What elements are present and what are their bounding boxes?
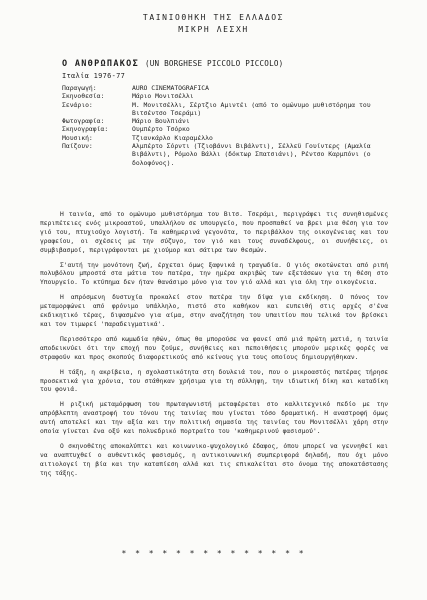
footer-stars: * * * * * * * * * * * * * * <box>121 549 306 558</box>
credits-list <box>62 84 392 167</box>
archive-name: ΤΑΙΝΙΟΘΗΚΗ ΤΗΣ ΕΛΛΑΔΟΣ <box>142 13 285 22</box>
credit-row <box>62 84 392 92</box>
credit-label: Σκηνοθεσία: <box>62 92 105 101</box>
synopsis-body <box>40 211 388 485</box>
paragraph: Η απρόσμενη δυστυχία προκαλεί στον πατέρα την δίψα για εκδίκηση. Ο πόνος τον μεταμορφώνει από φρόνιμο υπάλληλο, πιστό στο καθήκον και ευπειθή στις αρχές σ'ένα εκδικητικό τέρας, διψασμένο για αίμα, στην αναζήτηση του υπαιτίου που τελικά τον βρίσκει και τον τιμωρεί 'παραδειγματικά'. <box>40 294 388 328</box>
paragraph: Περισσότερο από κωμωδία ηθών, όπως θα μπορούσε να φανεί από μιά πρώτη ματιά, η ταινία αποδεικνύει ότι την εποχή που ζούμε, συνήθειες και πεποιθήσεις μπορούν μερικές φορές να στραφούν και προς σκοπούς διαφορετικούς από κείνους για τους οποίους δημιουργήθηκαν. <box>40 335 388 361</box>
credit-row <box>62 142 392 167</box>
paragraph: Σ'αυτή την μονότονη ζωή, έρχεται όμως ξαφνικά η τραγωδία. Ο γιός σκοτώνεται από ριπή πολυβόλου μπροστά στα μάτια του πατέρα, την ημέρα ακριβώς των εξετάσεων για τη θέση στο Υπουργείο. Το κτύπημα δεν ήταν θανάσιμο μόνο για τον γιό αλλά και για όλη την οικογένεια. <box>40 261 388 287</box>
film-origin: Ιταλία 1976-77 <box>62 72 126 80</box>
paragraph: Η ριζική μεταμόρφωση του πρωταγωνιστή μεταφέρεται στο καλλιτεχνικό πεδίο με την απρόβλεπτη αναστροφή του τόνου της ταινίας που γίνεται τόσο δραματική. Η αναστροφή όμως αυτή αποτελεί και την αξία και την πολιτική σημασία της ταινίας του Μονιτσέλλι χάρη στην οποία γίνεται ένα οξύ και πολυεδρικό πορτραίτο του 'καθημερινού φασισμού'. <box>40 401 388 436</box>
credit-value: Ουμπέρτο Τσόρκο <box>132 125 190 134</box>
club-name: ΜΙΚΡΗ ΛΕΣΧΗ <box>178 25 249 34</box>
credit-row <box>62 92 392 100</box>
credit-label: Σενάριο: <box>62 100 93 109</box>
credit-label: Φωτογραφία: <box>62 117 105 126</box>
paragraph: Ο σκηνοθέτης αποκαλύπτει και κοινωνικο-ψυχολογικό έδαφος, όπου μπορεί να γεννηθεί και να αναπτυχθεί ο αυθεντικός φασισμός, η αντικοινωνική συμπεριφορά δηλαδή, που όχι μόνο αιτιολογεί τη βία και την καταπίεση αλλά και τις επικαλείται στο όνομα της αποκατάστασης της τάξης. <box>40 442 388 477</box>
paragraph: Η ταινία, από το ομώνυμο μυθιστόρημα του Βιτσ. Τσεράμι, περιγράφει τις συνηθισμένες περιπέτειες ενός μικροαστού, υπαλλήλου σε υπουργείο, που προσπαθεί να βρει μια θέση για τον γιό του, πτυχιούχο λογιστή. Τα καθημερινά γεγονότα, το περιβάλλον της οικογένειας και του γραφείου, οι σχέσεις με την σύζυγο, τον γιό και τους συναδέλφους, οι συνήθειες, οι συμβιβασμοί, περιγράφονται με χιούμορ και σάτιρα των θεσμών. <box>40 211 388 254</box>
credit-value: AURO CINEMATOGRAFICA <box>132 84 209 92</box>
paragraph: Η τάξη, η ακρίβεια, η σχολαστικότητα στη δουλειά του, που ο μικροαστός πατέρας τήρησε προσεκτικά για χρόνια, του στάθηκαν χρήσιμα για τη σύλληψη, την ιδιωτική δίκη και καταδίκη του φονιά. <box>40 368 388 394</box>
credit-label: Σκηνογραφία: <box>62 125 109 134</box>
credit-row <box>62 134 392 142</box>
credit-value: Αλμπέρτο Σόρντι (Τζιοβάννι Βιβάλντι), Σέλλεϋ Γουίντερς (Αμαλία Βιβάλντι), Ρόμολο Βάλλι (δόκτωρ Σπατσιάνι), Ρέντσο Καρμπόνι (ο δολοφόνος). <box>132 142 371 167</box>
film-title-greek: Ο ΑΝΘΡΩΠΑΚΟΣ <box>62 59 140 69</box>
credit-value: Μ. Μονιτσέλλι, Σέρτζιο Αμιντέι (από το ομώνυμο μυθιστόρημα του Βιτσέντσο Τσεράμι) <box>132 100 371 117</box>
credit-label: Παραγωγή: <box>62 84 97 92</box>
credit-value: Μάριο Βουλπιάνι <box>132 117 190 126</box>
credit-label: Μουσική: <box>62 133 93 142</box>
credit-row <box>62 117 392 125</box>
credit-value: Τζιανκάρλο Κιαραμέλλο <box>132 133 213 142</box>
credit-row <box>62 101 392 118</box>
credit-value: Μάριο Μονιτσέλλι <box>132 92 194 101</box>
film-title <box>62 59 283 69</box>
film-title-original: (UN BORGHESE PICCOLO PICCOLO) <box>145 59 284 68</box>
credit-label: Παίζουν: <box>62 142 93 151</box>
credit-row <box>62 125 392 133</box>
